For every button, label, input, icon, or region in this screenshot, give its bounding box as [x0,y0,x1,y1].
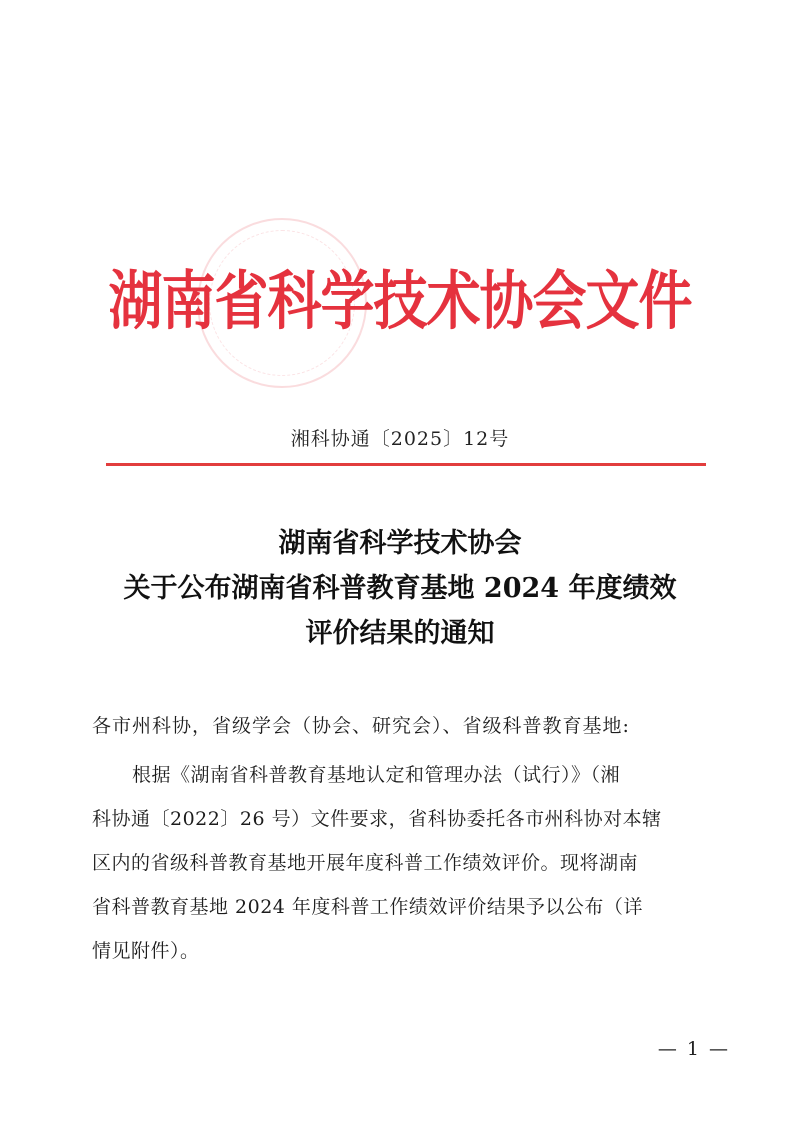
paragraph-line: 区内的省级科普教育基地开展年度科普工作绩效评价。现将湖南 [92,852,639,874]
salutation: 各市州科协，省级学会（协会、研究会）、省级科普教育基地: [92,715,630,737]
notice-title-line-1: 湖南省科学技术协会 [278,528,522,559]
page-number: — 1 — [657,1038,730,1060]
document-number: 湘科协通〔2025〕12号 [290,428,510,450]
notice-title-line-3: 评价结果的通知 [305,618,495,649]
paragraph-line: 根据《湖南省科普教育基地认定和管理办法（试行）》（湘 [132,764,621,786]
paragraph-line: 科协通〔2022〕26 号）文件要求，省科协委托各市州科协对本辖 [92,808,662,830]
red-separator-line [106,463,706,466]
notice-title [60,521,740,656]
notice-title-line-2: 关于公布湖南省科普教育基地 2024 年度绩效 [123,573,677,604]
paragraph-line: 情见附件）。 [92,940,200,962]
document-header-title: 湖南省科学技术协会文件 [108,264,692,339]
paragraph-line: 省科普教育基地 2024 年度科普工作绩效评价结果予以公布（详 [92,896,643,918]
body-paragraph [92,753,714,973]
